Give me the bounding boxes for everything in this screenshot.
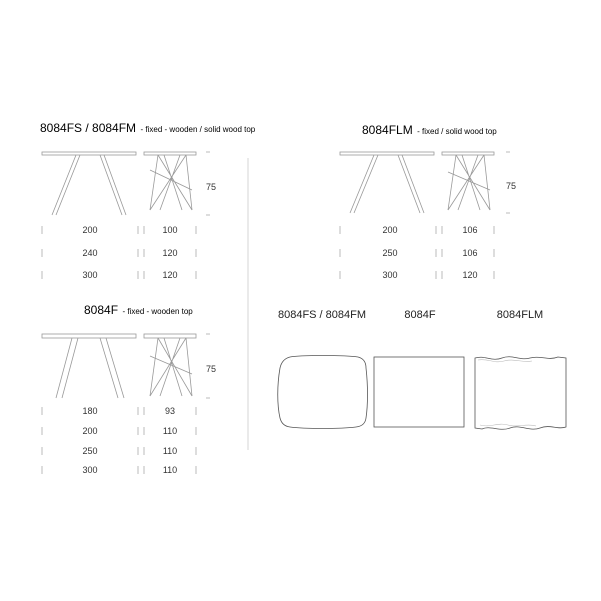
length-value: 200 [82, 225, 98, 235]
width-value: 120 [462, 270, 478, 280]
barrel-top-shape [278, 356, 368, 429]
dimension-rows [42, 225, 196, 280]
svg-text:8084FS / 8084FM - fixed [40, 119, 256, 136]
front-view [340, 152, 434, 213]
section-title: 8084FLM [362, 123, 413, 137]
live-edge-top-shape [475, 357, 566, 430]
width-value: 100 [162, 225, 178, 235]
width-value: 110 [162, 465, 178, 475]
dimension-rows [340, 225, 494, 280]
section-8084f [42, 301, 216, 475]
length-value: 200 [382, 225, 398, 235]
height-value: 75 [206, 182, 217, 192]
width-value: 106 [462, 248, 478, 258]
length-value: 300 [382, 270, 398, 280]
shape-label: 8084FLM [496, 309, 544, 321]
length-value: 300 [82, 270, 98, 280]
width-value: 120 [162, 270, 178, 280]
section-8084fs-fm [40, 119, 256, 280]
section-8084flm [340, 121, 516, 280]
height-dimension [206, 152, 216, 215]
height-dimension [206, 334, 216, 398]
section-title: 8084F [84, 303, 119, 317]
front-view [42, 334, 136, 398]
length-value: 250 [382, 248, 398, 258]
svg-text:8084F - fixed - wooden t [84, 301, 193, 318]
rectangle-top-shape [374, 357, 464, 427]
length-value: 200 [82, 426, 98, 436]
section-title: 8084FS / 8084FM [40, 121, 137, 135]
length-value: 250 [82, 446, 98, 456]
length-value: 240 [82, 248, 98, 258]
section-subtitle: - fixed - wooden top [122, 307, 193, 316]
section-subtitle: - fixed / solid wood top [417, 127, 497, 136]
top-shapes [278, 309, 566, 429]
side-view [144, 152, 196, 210]
length-value: 180 [82, 406, 98, 416]
shape-label: 8084F [404, 309, 436, 321]
height-value: 75 [506, 181, 517, 191]
side-view [144, 334, 196, 396]
length-value: 300 [82, 465, 98, 475]
height-dimension [506, 152, 516, 213]
front-view [42, 152, 136, 215]
width-value: 93 [164, 406, 176, 416]
shape-label: 8084FS / 8084FM [277, 309, 367, 321]
section-subtitle: - fixed - wooden / solid wood top [140, 125, 256, 134]
dimension-rows [42, 406, 196, 475]
svg-text:8084FLM - fixed / solid [362, 121, 497, 138]
width-value: 110 [162, 446, 178, 456]
width-value: 120 [162, 248, 178, 258]
height-value: 75 [206, 364, 217, 374]
width-value: 110 [162, 426, 178, 436]
side-view [442, 152, 494, 210]
width-value: 106 [462, 225, 478, 235]
